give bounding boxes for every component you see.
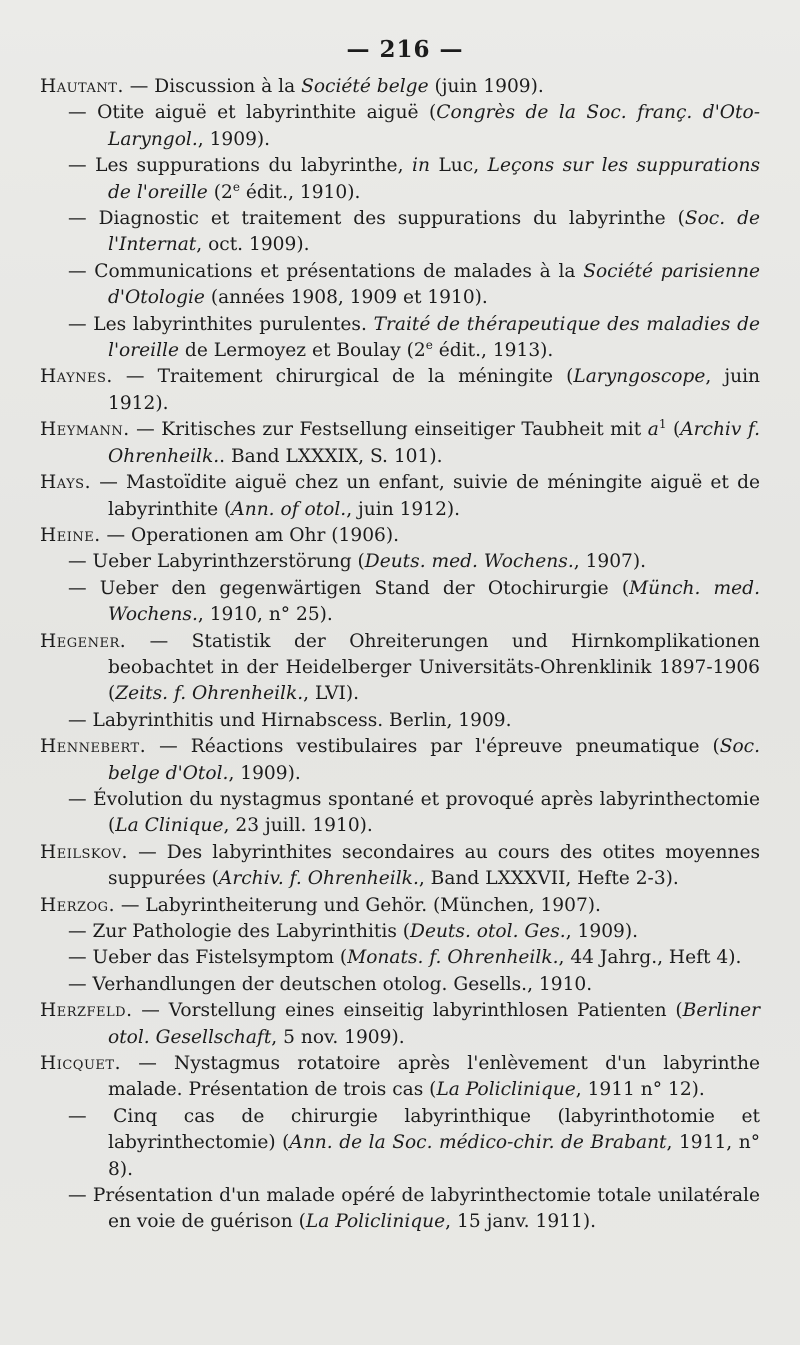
bibliography-entry [40, 153, 760, 206]
entry-text: , 23 juill. 1910). [223, 815, 373, 837]
entry-text: — Labyrinthitis und Hirnabscess. Berlin, 1909. [68, 709, 512, 731]
entry-author: Heymann. [40, 419, 130, 441]
entry-text: — Verhandlungen der deutschen otolog. Gesells., 1910. [68, 973, 593, 995]
entry-text: ( [666, 419, 681, 441]
entry-title-italic: Deuts. med. Wochens. [364, 551, 574, 573]
entry-text: — Vorstellung eines einseitig labyrinthlosen Patienten ( [132, 1000, 683, 1022]
entry-text: , oct. 1909). [196, 234, 310, 256]
entry-author: Hautant. [40, 76, 124, 97]
entry-text: , 1907). [573, 551, 647, 573]
bibliography-entry [40, 576, 760, 629]
entry-author: Herzfeld. [40, 1000, 133, 1022]
entry-title-italic: Archiv. f. Ohrenheilk. [218, 868, 419, 890]
bibliography-entry [40, 1051, 760, 1104]
bibliography-entry [40, 629, 760, 708]
entry-superscript: e [425, 337, 433, 352]
entry-title-italic: Deuts. otol. Ges. [410, 921, 566, 942]
entry-title-italic: La Clinique [115, 815, 224, 837]
entry-text: — Les labyrinthites purulentes. [68, 313, 374, 335]
entry-text: , 1909). [197, 128, 271, 150]
entry-title-italic: Zeits. f. Ohrenheilk. [115, 683, 304, 705]
entry-title-italic: La Policlinique [305, 1211, 446, 1233]
entry-text: Luc, [429, 155, 488, 177]
bibliography-entry [40, 100, 760, 153]
entry-text: — Traitement chirurgical de la méningite ( [112, 366, 574, 388]
entry-title-italic: Laryngoscope [573, 366, 706, 388]
bibliography-entry [40, 1183, 760, 1236]
entry-title-italic: La Policlinique [436, 1079, 576, 1101]
entry-text: — Évolution du nystagmus spontané et provoqué après labyrinthectomie ( [68, 788, 760, 837]
entry-text: , 15 janv. 1911). [445, 1211, 596, 1233]
entry-text: , juin 1912). [108, 366, 761, 414]
entry-text: — Nystagmus rotatoire après l'enlèvement d'un labyrinthe malade. Présentation de trois cas ( [108, 1053, 760, 1101]
bibliography-entry [40, 787, 760, 840]
entry-title-italic: Ann. de la Soc. médico-chir. de Brabant [289, 1132, 667, 1154]
entry-text: — Zur Pathologie des Labyrinthitis ( [68, 921, 411, 942]
bibliography-entry [40, 259, 760, 312]
bibliography-entry [40, 417, 760, 470]
bibliography-entry [40, 840, 760, 893]
entry-title-italic: Soc. de l'Internat [108, 208, 760, 256]
entry-text: — Ueber Labyrinthzerstörung ( [68, 551, 365, 573]
entry-title-italic: Ann. of otol. [231, 498, 347, 520]
entry-author: Hays. [40, 472, 91, 494]
entry-text: — Des labyrinthites secondaires au cours des otites moyennes suppurées ( [108, 841, 760, 890]
entry-title-italic: a [647, 419, 659, 441]
entry-text: , LVI). [303, 683, 360, 705]
bibliography-entry [40, 206, 760, 259]
entry-text: — Les suppurations du labyrinthe, [68, 155, 412, 177]
entry-text: — Operationen am Ohr (1906). [100, 524, 400, 546]
entry-author: Heine. [40, 524, 101, 546]
entry-text: — Statistik der Ohreiterungen und Hirnkomplikationen beobachtet in der Heidelberger Universitäts-Ohrenklinik 1897-1906 ( [108, 630, 760, 705]
entry-text: — Présentation d'un malade opéré de labyrinthectomie totale unilatérale en voie de guérison ( [68, 1185, 760, 1233]
bibliography-entry [40, 364, 760, 417]
entry-title-italic: Münch. med. Wochens. [108, 577, 760, 626]
entry-text: — Ueber den gegenwärtigen Stand der Otochirurgie ( [68, 577, 630, 599]
entry-title-italic: Monats. f. Ohrenheilk. [347, 947, 559, 969]
entry-text: — Cinq cas de chirurgie labyrinthique (labyrinthotomie et labyrinthectomie) ( [68, 1105, 760, 1154]
entry-title-italic: Traité de thérapeutique des maladies de l'oreille [108, 313, 760, 362]
bibliography-entry [40, 945, 760, 971]
entry-text: , 1911, n° 8). [108, 1132, 761, 1180]
entry-text: — Discussion à la [123, 76, 302, 97]
entry-text: édit., 1913). [432, 340, 554, 362]
entry-author: Haynes. [40, 366, 113, 388]
entry-text: , 1910, n° 25). [197, 604, 333, 626]
entry-text: de Lermoyez et Boulay (2 [179, 340, 426, 362]
entry-text: — Kritisches zur Festsellung einseitiger Taubheit mit [129, 419, 648, 441]
entry-text: , Band LXXXVII, Hefte 2-3). [418, 868, 679, 890]
entry-superscript: 1 [658, 417, 667, 432]
entry-text: — Réactions vestibulaires par l'épreuve pneumatique ( [146, 736, 720, 758]
entry-text: — Mastoïdite aiguë chez un enfant, suivie de méningite aiguë et de labyrinthite ( [90, 472, 760, 520]
entry-title-italic: Berliner otol. Gesellschaft [108, 1000, 760, 1048]
entry-superscript: e [232, 179, 240, 194]
entry-text: (juin 1909). [428, 76, 544, 97]
bibliography-entry [40, 893, 760, 919]
entry-title-italic: in [412, 155, 430, 177]
entry-text: , 1909). [228, 762, 301, 784]
entry-text: — Otite aiguë et labyrinthite aiguë ( [68, 102, 437, 124]
entry-text: , juin 1912). [346, 498, 461, 520]
bibliography-entry [40, 708, 760, 734]
bibliography-entry [40, 312, 760, 365]
entry-author: Hennebert. [40, 736, 147, 758]
entry-author: Hicquet. [40, 1053, 121, 1075]
bibliography-entry [40, 523, 760, 549]
entry-text: édit., 1910). [239, 181, 361, 203]
entry-text: . Band LXXXIX, S. 101). [219, 445, 443, 467]
entry-text: , 1911 n° 12). [575, 1079, 705, 1101]
bibliography-entry [40, 470, 760, 523]
entry-title-italic: Congrès de la Soc. franç. d'Oto-Laryngol. [108, 102, 760, 150]
bibliography-entry [40, 919, 760, 945]
entry-text: — Communications et présentations de malades à la [68, 260, 584, 282]
bibliography-list [40, 74, 760, 1236]
page-number: — 216 — [346, 36, 464, 63]
entry-text: , 1909). [565, 921, 639, 942]
entry-author: Heilskov. [40, 841, 128, 863]
entry-text: — Ueber das Fistelsymptom ( [68, 947, 348, 969]
entry-title-italic: Société belge [301, 76, 429, 97]
entry-text: , 5 nov. 1909). [271, 1026, 405, 1048]
entry-title-italic: Société parisienne d'Otologie [108, 260, 760, 309]
entry-title-italic: Leçons sur les suppurations de l'oreille [108, 155, 760, 203]
bibliography-entry [40, 549, 760, 575]
entry-text: , 44 Jahrg., Heft 4). [558, 947, 742, 969]
bibliography-entry [40, 734, 760, 787]
bibliography-entry [40, 1104, 760, 1183]
bibliography-entry [40, 972, 760, 998]
entry-author: Herzog. [40, 894, 115, 916]
entry-title-italic: Archiv f. Ohrenheilk. [108, 419, 761, 467]
bibliography-entry [40, 998, 760, 1051]
entry-text: (2 [207, 181, 233, 203]
entry-author: Hegener. [40, 630, 127, 652]
entry-text: — Diagnostic et traitement des suppurations du labyrinthe ( [68, 208, 685, 230]
bibliography-entry [40, 74, 760, 100]
entry-text: (années 1908, 1909 et 1910). [204, 287, 488, 309]
entry-text: — Labyrintheiterung und Gehör. (München, 1907). [114, 894, 601, 916]
entry-title-italic: Soc. belge d'Otol. [108, 736, 760, 784]
